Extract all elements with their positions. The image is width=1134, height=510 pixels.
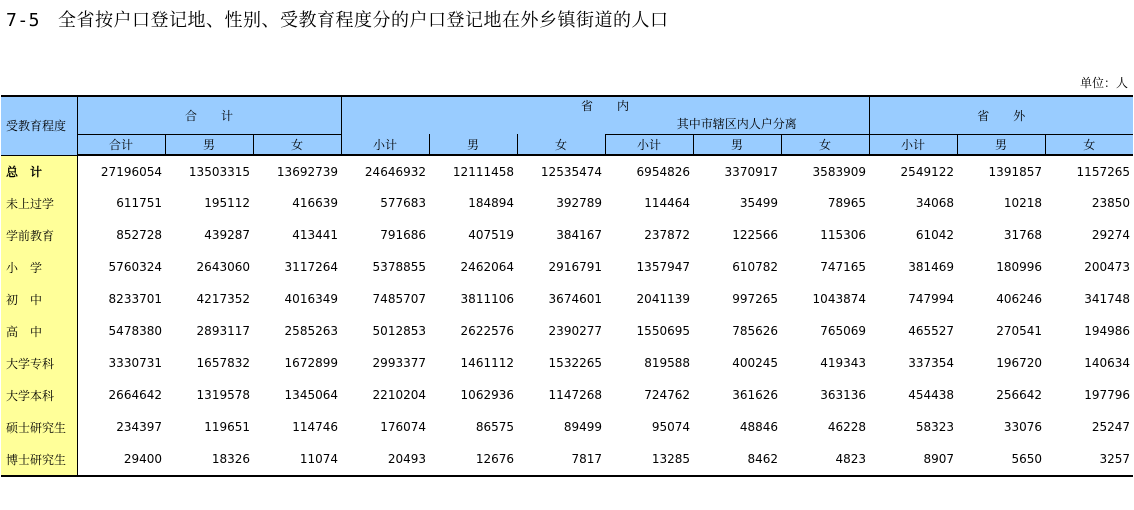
table-cell: 7817 [517,443,605,476]
table-cell: 384167 [556,228,602,242]
group-header-in-province: 省 内 [341,96,869,114]
table-cell: 1147268 [548,388,602,402]
table-cell: 5760324 [108,260,162,274]
table-cell: 577683 [380,196,426,210]
table-cell: 35499 [739,196,778,210]
table-cell: 33076 [1003,420,1042,434]
table-row [1,187,1133,219]
table-cell: 140634 [1084,356,1130,370]
table-cell: 256642 [996,388,1042,402]
table-cell: 13503315 [188,164,250,179]
table-row [1,315,1133,347]
table-cell: 95074 [651,420,690,434]
table-cell: 1657832 [196,356,250,370]
table-number: 7-5 [6,10,41,31]
table-cell: 61042 [915,228,954,242]
group-header-total: 合 计 [77,96,341,134]
table-cell: 852728 [116,228,162,242]
table-cell: 119651 [204,420,250,434]
table-cell: 8907 [869,443,957,476]
table-cell: 195112 [204,196,250,210]
table-cell: 234397 [116,420,162,434]
table-cell: 197796 [1084,388,1130,402]
table-cell: 747165 [820,260,866,274]
table-cell: 27196054 [100,164,162,179]
table-cell: 8462 [693,443,781,476]
row-header-education: 受教育程度 [1,96,77,155]
table-cell: 1461112 [460,356,514,370]
table-cell: 3674601 [548,292,602,306]
table-cell: 237872 [644,228,690,242]
row-label: 初 中 [1,283,77,315]
table-cell: 3117264 [284,260,338,274]
table-cell: 400245 [732,356,778,370]
table-cell: 1532265 [548,356,602,370]
col-header: 男 [165,134,253,155]
col-header: 小计 [341,134,429,155]
table-cell: 115306 [820,228,866,242]
col-header: 男 [429,134,517,155]
col-header: 女 [517,134,605,155]
population-table [1,95,1133,477]
table-cell: 8233701 [108,292,162,306]
table-row [1,283,1133,315]
table-row [1,379,1133,411]
table-cell: 7485707 [372,292,426,306]
table-cell: 413441 [292,228,338,242]
table-cell: 611751 [116,196,162,210]
table-cell: 416639 [292,196,338,210]
table-cell: 3257 [1045,443,1133,476]
table-row [1,155,1133,187]
unit-label: 单位：人 [1079,76,1128,90]
table-cell: 419343 [820,356,866,370]
table-row [1,251,1133,283]
page-title [6,6,669,32]
table-cell: 20493 [341,443,429,476]
col-header: 小计 [605,134,693,155]
table-row [1,411,1133,443]
table-cell: 785626 [732,324,778,338]
table-cell: 12535474 [540,164,602,179]
table-cell: 1319578 [196,388,250,402]
table-cell: 765069 [820,324,866,338]
table-cell: 1357947 [636,260,690,274]
table-cell: 439287 [204,228,250,242]
row-label: 博士研究生 [1,443,77,476]
table-cell: 747994 [908,292,954,306]
table-cell: 791686 [380,228,426,242]
table-cell: 5378855 [372,260,426,274]
row-label: 学前教育 [1,219,77,251]
table-cell: 5650 [957,443,1045,476]
table-title: 全省按户口登记地、性别、受教育程度分的户口登记地在外乡镇街道的人口 [58,10,669,31]
table-cell: 29274 [1091,228,1130,242]
table-cell: 363136 [820,388,866,402]
row-label: 未上过学 [1,187,77,219]
col-header: 男 [693,134,781,155]
table-cell: 1062936 [460,388,514,402]
table-cell: 2210204 [372,388,426,402]
table-cell: 34068 [915,196,954,210]
table-cell: 465527 [908,324,954,338]
table-cell: 24646932 [364,164,426,179]
subgroup-header-urban-separation: 其中市辖区内人户分离 [605,114,869,134]
table-cell: 407519 [468,228,514,242]
table-cell: 2643060 [196,260,250,274]
table-cell: 1672899 [284,356,338,370]
row-label: 总 计 [1,155,77,187]
group-header-out-province: 省 外 [869,96,1133,134]
table-cell: 819588 [644,356,690,370]
table-cell: 337354 [908,356,954,370]
table-cell: 1043874 [812,292,866,306]
table-cell: 997265 [732,292,778,306]
table-cell: 180996 [996,260,1042,274]
table-cell: 1391857 [988,164,1042,179]
table-cell: 3330731 [108,356,162,370]
table-cell: 58323 [915,420,954,434]
table-cell: 25247 [1091,420,1130,434]
table-cell: 2664642 [108,388,162,402]
table-cell: 200473 [1084,260,1130,274]
table-cell: 341748 [1084,292,1130,306]
table-cell: 13692739 [276,164,338,179]
table-cell: 13285 [605,443,693,476]
row-label: 高 中 [1,315,77,347]
table-cell: 46228 [827,420,866,434]
table-cell: 1550695 [636,324,690,338]
table-cell: 89499 [563,420,602,434]
table-cell: 3811106 [460,292,514,306]
table-cell: 29400 [77,443,165,476]
table-row [1,347,1133,379]
col-header: 合计 [77,134,165,155]
row-label: 大学本科 [1,379,77,411]
table-cell: 12111458 [452,164,514,179]
row-label: 大学专科 [1,347,77,379]
table-cell: 196720 [996,356,1042,370]
table-cell: 3370917 [724,164,778,179]
table-cell: 78965 [827,196,866,210]
col-header: 男 [957,134,1045,155]
table-cell: 2916791 [548,260,602,274]
row-label: 小 学 [1,251,77,283]
table-cell: 122566 [732,228,778,242]
table-cell: 194986 [1084,324,1130,338]
table-cell: 2549122 [900,164,954,179]
table-cell: 4217352 [196,292,250,306]
table-cell: 176074 [380,420,426,434]
table-cell: 2893117 [196,324,250,338]
table-body [1,155,1133,476]
table-cell: 3583909 [812,164,866,179]
table-cell: 381469 [908,260,954,274]
table-cell: 2462064 [460,260,514,274]
table-cell: 5478380 [108,324,162,338]
table-cell: 11074 [253,443,341,476]
table-cell: 2993377 [372,356,426,370]
table-cell: 10218 [1003,196,1042,210]
table-cell: 4016349 [284,292,338,306]
table-cell: 2390277 [548,324,602,338]
table-cell: 23850 [1091,196,1130,210]
table-cell: 184894 [468,196,514,210]
table-cell: 406246 [996,292,1042,306]
table-cell: 4823 [781,443,869,476]
table-cell: 5012853 [372,324,426,338]
table-cell: 2585263 [284,324,338,338]
row-label: 硕士研究生 [1,411,77,443]
col-header: 女 [253,134,341,155]
table-cell: 48846 [739,420,778,434]
group-header-in-spacer [341,114,605,134]
table-cell: 6954826 [636,164,690,179]
table-cell: 1345064 [284,388,338,402]
table-cell: 18326 [165,443,253,476]
table-row [1,219,1133,251]
table-cell: 31768 [1003,228,1042,242]
table-header [1,96,1133,155]
table-cell: 392789 [556,196,602,210]
col-header: 女 [781,134,869,155]
table-cell: 270541 [996,324,1042,338]
table-cell: 610782 [732,260,778,274]
table-cell: 2622576 [460,324,514,338]
table-cell: 86575 [475,420,514,434]
table-cell: 454438 [908,388,954,402]
col-header: 女 [1045,134,1133,155]
table-cell: 12676 [429,443,517,476]
table-cell: 114464 [644,196,690,210]
table-cell: 2041139 [636,292,690,306]
table-cell: 361626 [732,388,778,402]
table-cell: 114746 [292,420,338,434]
table-cell: 1157265 [1076,164,1130,179]
table-row [1,443,1133,476]
table-cell: 724762 [644,388,690,402]
col-header: 小计 [869,134,957,155]
